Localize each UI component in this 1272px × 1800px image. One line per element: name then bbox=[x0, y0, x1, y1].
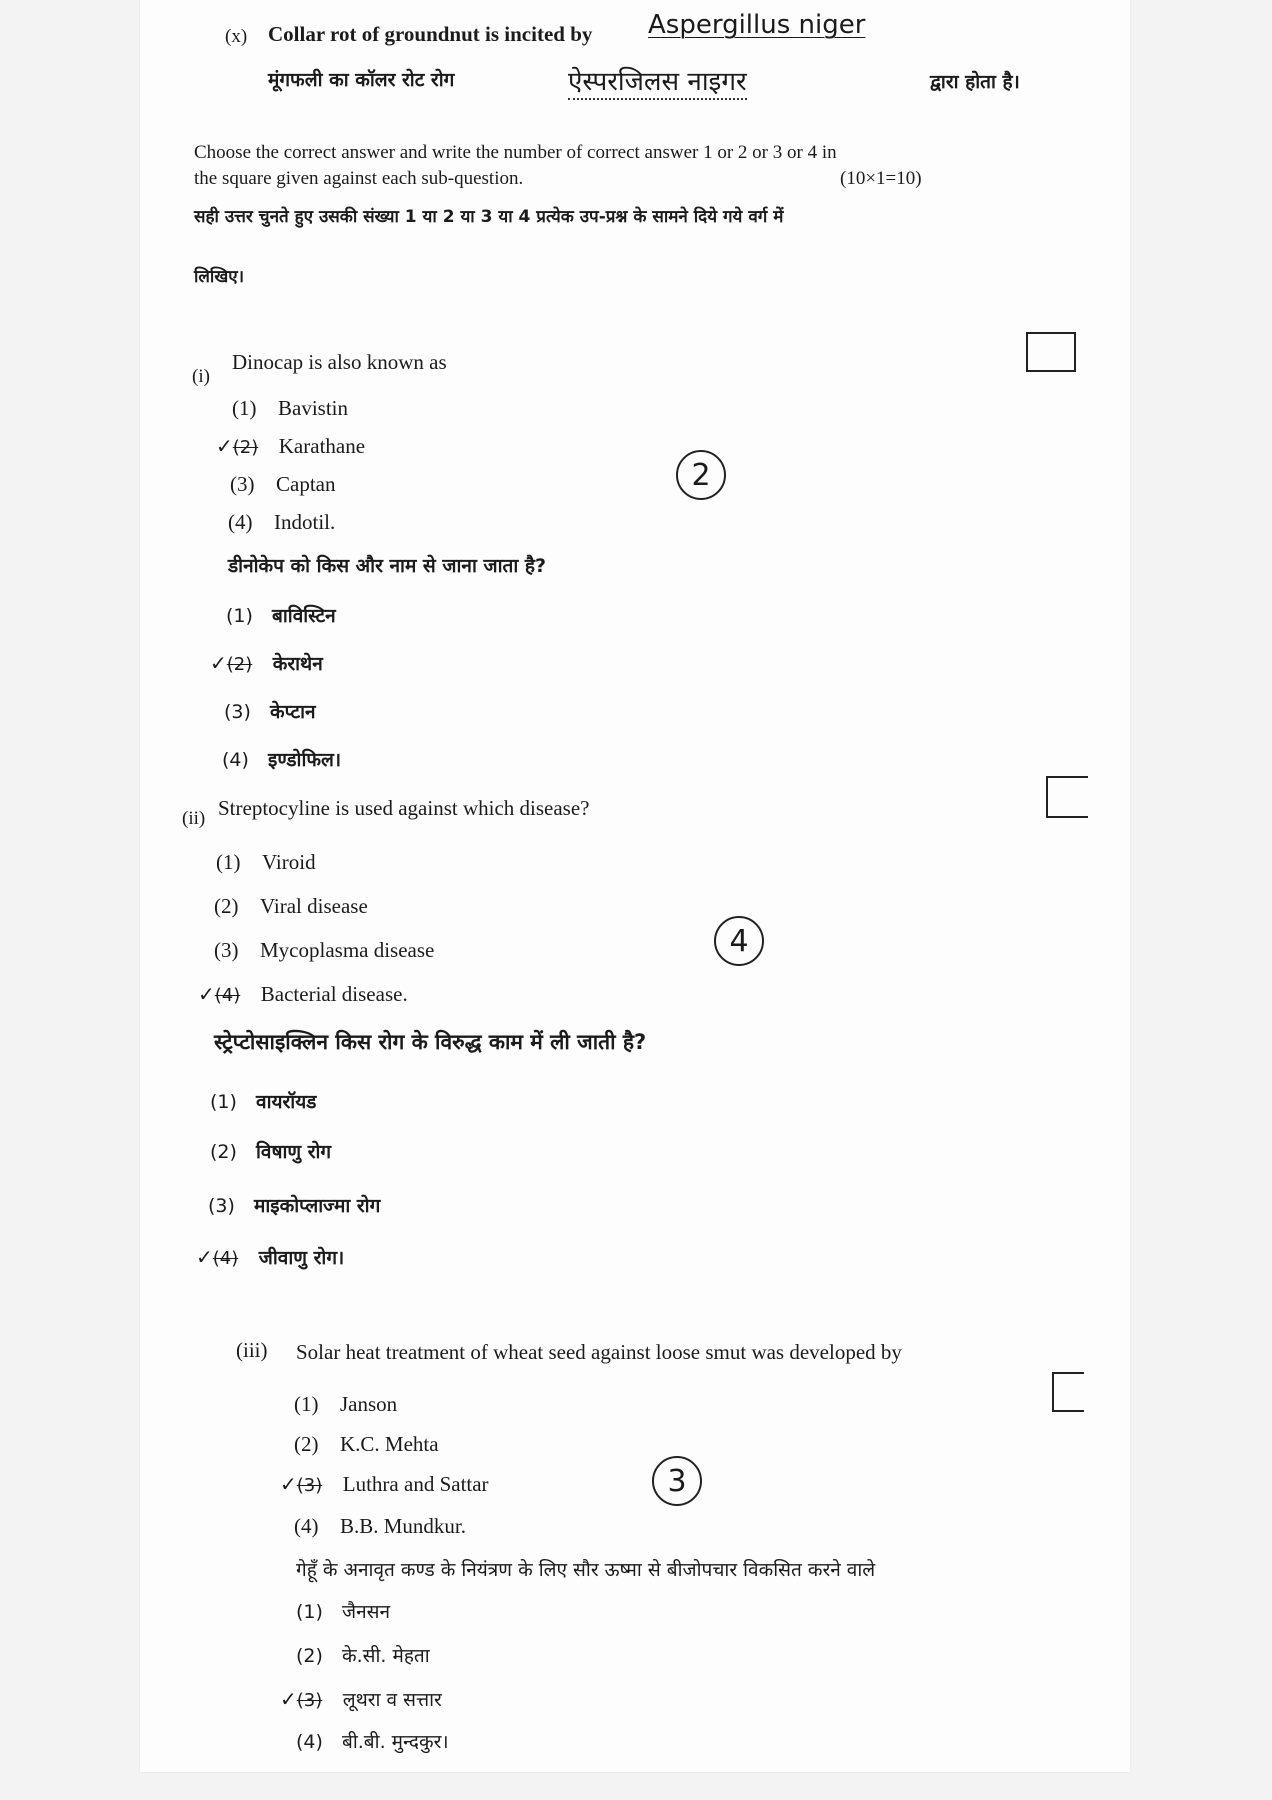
question-ii-text: Streptocyline is used against which disease? bbox=[218, 796, 590, 820]
option-i-4: (4) Indotil. bbox=[228, 510, 336, 534]
option-i-3: (3) Captan bbox=[230, 472, 336, 496]
answer-tick-icon: ✓ bbox=[196, 1245, 213, 1269]
instruction-hindi-line-1: सही उत्तर चुनते हुए उसकी संख्या 1 या 2 या 3 या 4 प्रत्येक उप-प्रश्न के सामने दिये गये वर्ग में bbox=[194, 207, 784, 227]
question-iii-hindi: गेहूँ के अनावृत कण्ड के नियंत्रण के लिए सौर ऊष्मा से बीजोपचार विकसित करने वाले bbox=[296, 1559, 876, 1581]
option-iii-4: (4) B.B. Mundkur. bbox=[294, 1514, 467, 1538]
answer-tick-icon: ✓ bbox=[198, 982, 215, 1006]
option-i-hindi-4: (4) इण्डोफिल। bbox=[222, 749, 342, 771]
option-i-1: (1) Bavistin bbox=[232, 396, 349, 420]
question-x-label: (x) bbox=[225, 26, 248, 47]
question-i-hindi: डीनोकेप को किस और नाम से जाना जाता है? bbox=[228, 555, 546, 577]
option-iii-hindi-3-selected: ✓(3) लूथरा व सत्तार bbox=[280, 1687, 442, 1711]
instruction-line-1: Choose the correct answer and write the number of correct answer 1 or 2 or 3 or 4 in bbox=[194, 142, 837, 163]
question-x-answer-hi: ऐस्परजिलस नाइगर bbox=[568, 62, 747, 100]
question-i-label: (i) bbox=[192, 366, 210, 387]
answer-tick-icon: ✓ bbox=[210, 651, 227, 675]
option-iii-hindi-4: (4) बी.बी. मुन्दकुर। bbox=[296, 1731, 449, 1753]
option-i-2-selected: ✓(2) Karathane bbox=[216, 434, 366, 458]
option-i-hindi-1: (1) बाविस्टिन bbox=[226, 605, 336, 627]
instruction-hindi-line-2: लिखिए। bbox=[194, 267, 245, 287]
option-ii-4-selected: ✓(4) Bacterial disease. bbox=[198, 982, 408, 1006]
answer-circle-iii: 3 bbox=[652, 1456, 702, 1506]
option-ii-hindi-2: (2) विषाणु रोग bbox=[210, 1141, 332, 1163]
answer-box-i[interactable] bbox=[1026, 332, 1076, 372]
question-iii-text: Solar heat treatment of wheat seed against loose smut was developed by bbox=[296, 1340, 902, 1364]
option-ii-2: (2) Viral disease bbox=[214, 894, 368, 918]
option-iii-hindi-1: (1) जैनसन bbox=[296, 1601, 391, 1623]
answer-tick-icon: ✓ bbox=[280, 1687, 297, 1711]
answer-tick-icon: ✓ bbox=[280, 1472, 297, 1496]
option-i-hindi-3: (3) केप्टान bbox=[224, 701, 316, 723]
option-ii-hindi-1: (1) वायरॉयड bbox=[210, 1091, 317, 1113]
question-x-text: Collar rot of groundnut is incited by bbox=[268, 22, 593, 46]
question-x-answer-en: Aspergillus niger bbox=[648, 10, 866, 40]
option-ii-hindi-3: (3) माइकोप्लाज्मा रोग bbox=[208, 1195, 381, 1217]
option-i-hindi-2-selected: ✓(2) केराथेन bbox=[210, 651, 323, 675]
option-iii-2: (2) K.C. Mehta bbox=[294, 1432, 439, 1456]
question-ii-hindi: स्ट्रेप्टोसाइक्लिन किस रोग के विरुद्ध काम में ली जाती है? bbox=[214, 1030, 647, 1054]
answer-circle-i: 2 bbox=[676, 450, 726, 500]
option-iii-1: (1) Janson bbox=[294, 1392, 398, 1416]
answer-circle-ii: 4 bbox=[714, 916, 764, 966]
question-ii-label: (ii) bbox=[182, 808, 206, 829]
question-x-hindi-suffix: द्वारा होता है। bbox=[930, 71, 1020, 93]
instruction-line-2: the square given against each sub-question. bbox=[194, 168, 524, 189]
option-iii-3-selected: ✓(3) Luthra and Sattar bbox=[280, 1472, 489, 1496]
option-iii-hindi-2: (2) के.सी. मेहता bbox=[296, 1645, 430, 1667]
option-ii-1: (1) Viroid bbox=[216, 850, 316, 874]
question-i-text: Dinocap is also known as bbox=[232, 350, 447, 374]
answer-box-iii[interactable] bbox=[1052, 1372, 1084, 1412]
option-ii-3: (3) Mycoplasma disease bbox=[214, 938, 435, 962]
exam-page bbox=[140, 0, 1130, 1772]
answer-box-ii[interactable] bbox=[1046, 776, 1088, 818]
option-ii-hindi-4-selected: ✓(4) जीवाणु रोग। bbox=[196, 1245, 345, 1269]
answer-tick-icon: ✓ bbox=[216, 434, 233, 458]
question-iii-label: (iii) bbox=[236, 1338, 268, 1362]
marks-label: (10×1=10) bbox=[840, 168, 922, 189]
question-x-hindi-text: मूंगफली का कॉलर रोट रोग bbox=[268, 69, 455, 91]
